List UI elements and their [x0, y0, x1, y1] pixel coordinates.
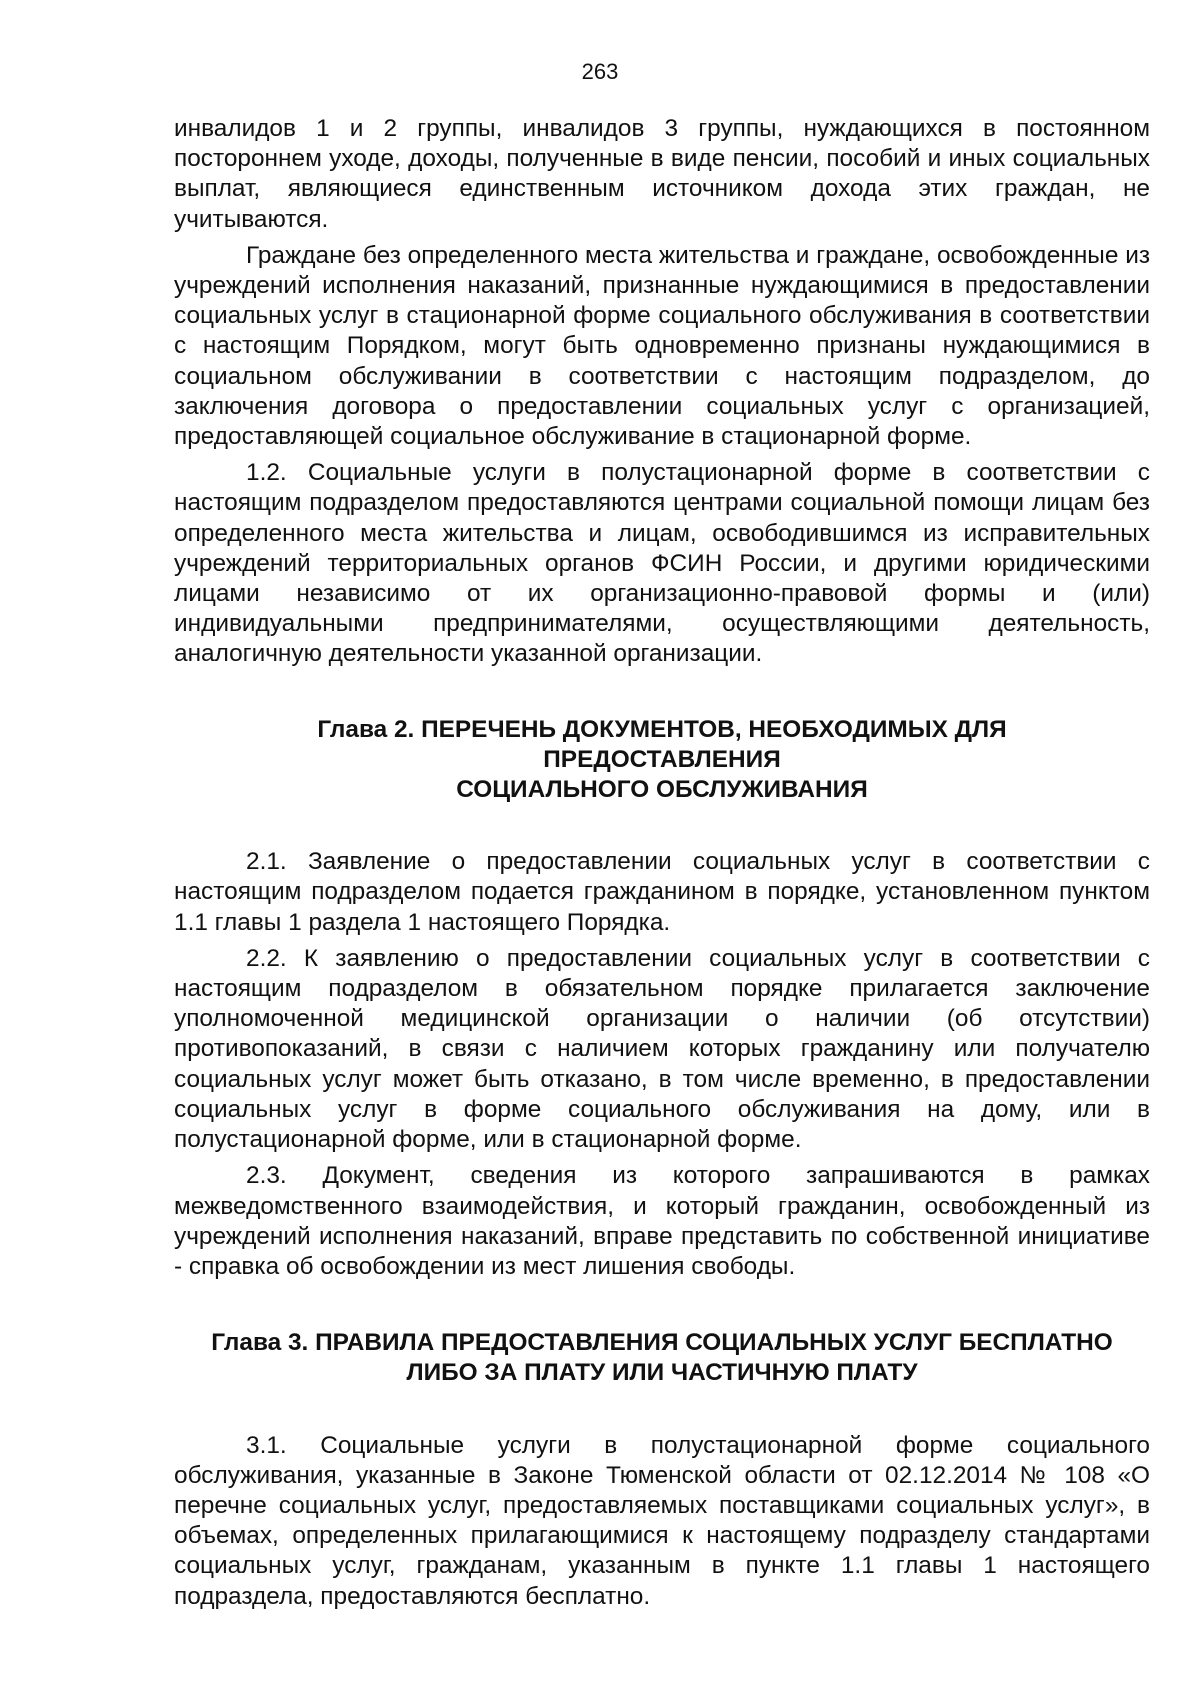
document-body [174, 114, 1150, 1618]
chapter-2-heading [174, 715, 1150, 806]
chapter-2-heading-line-1: Глава 2. ПЕРЕЧЕНЬ ДОКУМЕНТОВ, НЕОБХОДИМЫХ ДЛЯ [317, 715, 1007, 743]
chapter-2-heading-line-3: СОЦИАЛЬНОГО ОБСЛУЖИВАНИЯ [456, 776, 868, 804]
chapter-3-heading-line-2: ЛИБО ЗА ПЛАТУ ИЛИ ЧАСТИЧНУЮ ПЛАТУ [406, 1359, 918, 1387]
paragraph-continuation: инвалидов 1 и 2 группы, инвалидов 3 группы, нуждающихся в постоянном постороннем уходе, доходы, полученные в виде пенсии, пособий и иных социальных выплат, являющиеся единственным источником дохода этих граждан, не учитываются. [174, 115, 1150, 233]
chapter-3-heading-line-1: Глава 3. ПРАВИЛА ПРЕДОСТАВЛЕНИЯ СОЦИАЛЬНЫХ УСЛУГ БЕСПЛАТНО [211, 1329, 1113, 1357]
chapter-2-heading-line-2: ПРЕДОСТАВЛЕНИЯ [543, 745, 781, 773]
paragraph-1-2: 1.2. Социальные услуги в полустационарной форме в соответствии с настоящим подразделом предоставляются центрами социальной помощи лицам без определенного места жительства и лицам, освободившимся из исправительных учреждений территориальных органов ФСИН России, и другими юридическими лицами независимо от их организационно-правовой формы и (или) индивидуальными предпринимателями, осуществляющими деятельность, аналогичную деятельности указанной организации. [174, 459, 1150, 668]
paragraph-homeless-citizens: Граждане без определенного места жительства и граждане, освобожденные из учреждений исполнения наказаний, признанные нуждающимися в предоставлении социальных услуг в стационарной форме социального обслуживания в соответствии с настоящим Порядком, могут быть одновременно признаны нуждающимися в социальном обслуживании в соответствии с настоящим подразделом, до заключения договора о предоставлении социальных услуг с организацией, предоставляющей социальное обслуживание в стационарной форме. [174, 241, 1150, 451]
paragraph-2-1: 2.1. Заявление о предоставлении социальных услуг в соответствии с настоящим подразделом подается гражданином в порядке, установленном пунктом 1.1 главы 1 раздела 1 настоящего Порядка. [174, 848, 1150, 936]
paragraph-3-1: 3.1. Социальные услуги в полустационарной форме социального обслуживания, указанные в Законе Тюменской области от 02.12.2014 № 108 «О перечне социальных услуг, предоставляемых поставщиками социальных услуг», в объемах, определенных прилагающимися к настоящему подразделу стандартами социальных услуг, гражданам, указанным в пункте 1.1 главы 1 настоящего подраздела, предоставляются бесплатно. [174, 1431, 1150, 1610]
chapter-3-heading [174, 1328, 1150, 1388]
paragraph-2-3: 2.3. Документ, сведения из которого запрашиваются в рамках межведомственного взаимодействия, и который гражданин, освобожденный из учреждений исполнения наказаний, вправе представить по собственной инициативе - справка об освобождении из мест лишения свободы. [174, 1162, 1150, 1280]
paragraph-2-2: 2.2. К заявлению о предоставлении социальных услуг в соответствии с настоящим подразделом в обязательном порядке прилагается заключение уполномоченной медицинской организации о наличии (об отсутствии) противопоказаний, в связи с наличием которых гражданину или получателю социальных услуг может быть отказано, в том числе временно, в предоставлении социальных услуг в форме социального обслуживания на дому, или в полустационарной форме, или в стационарной форме. [174, 944, 1150, 1154]
page-number: 263 [581, 59, 619, 84]
